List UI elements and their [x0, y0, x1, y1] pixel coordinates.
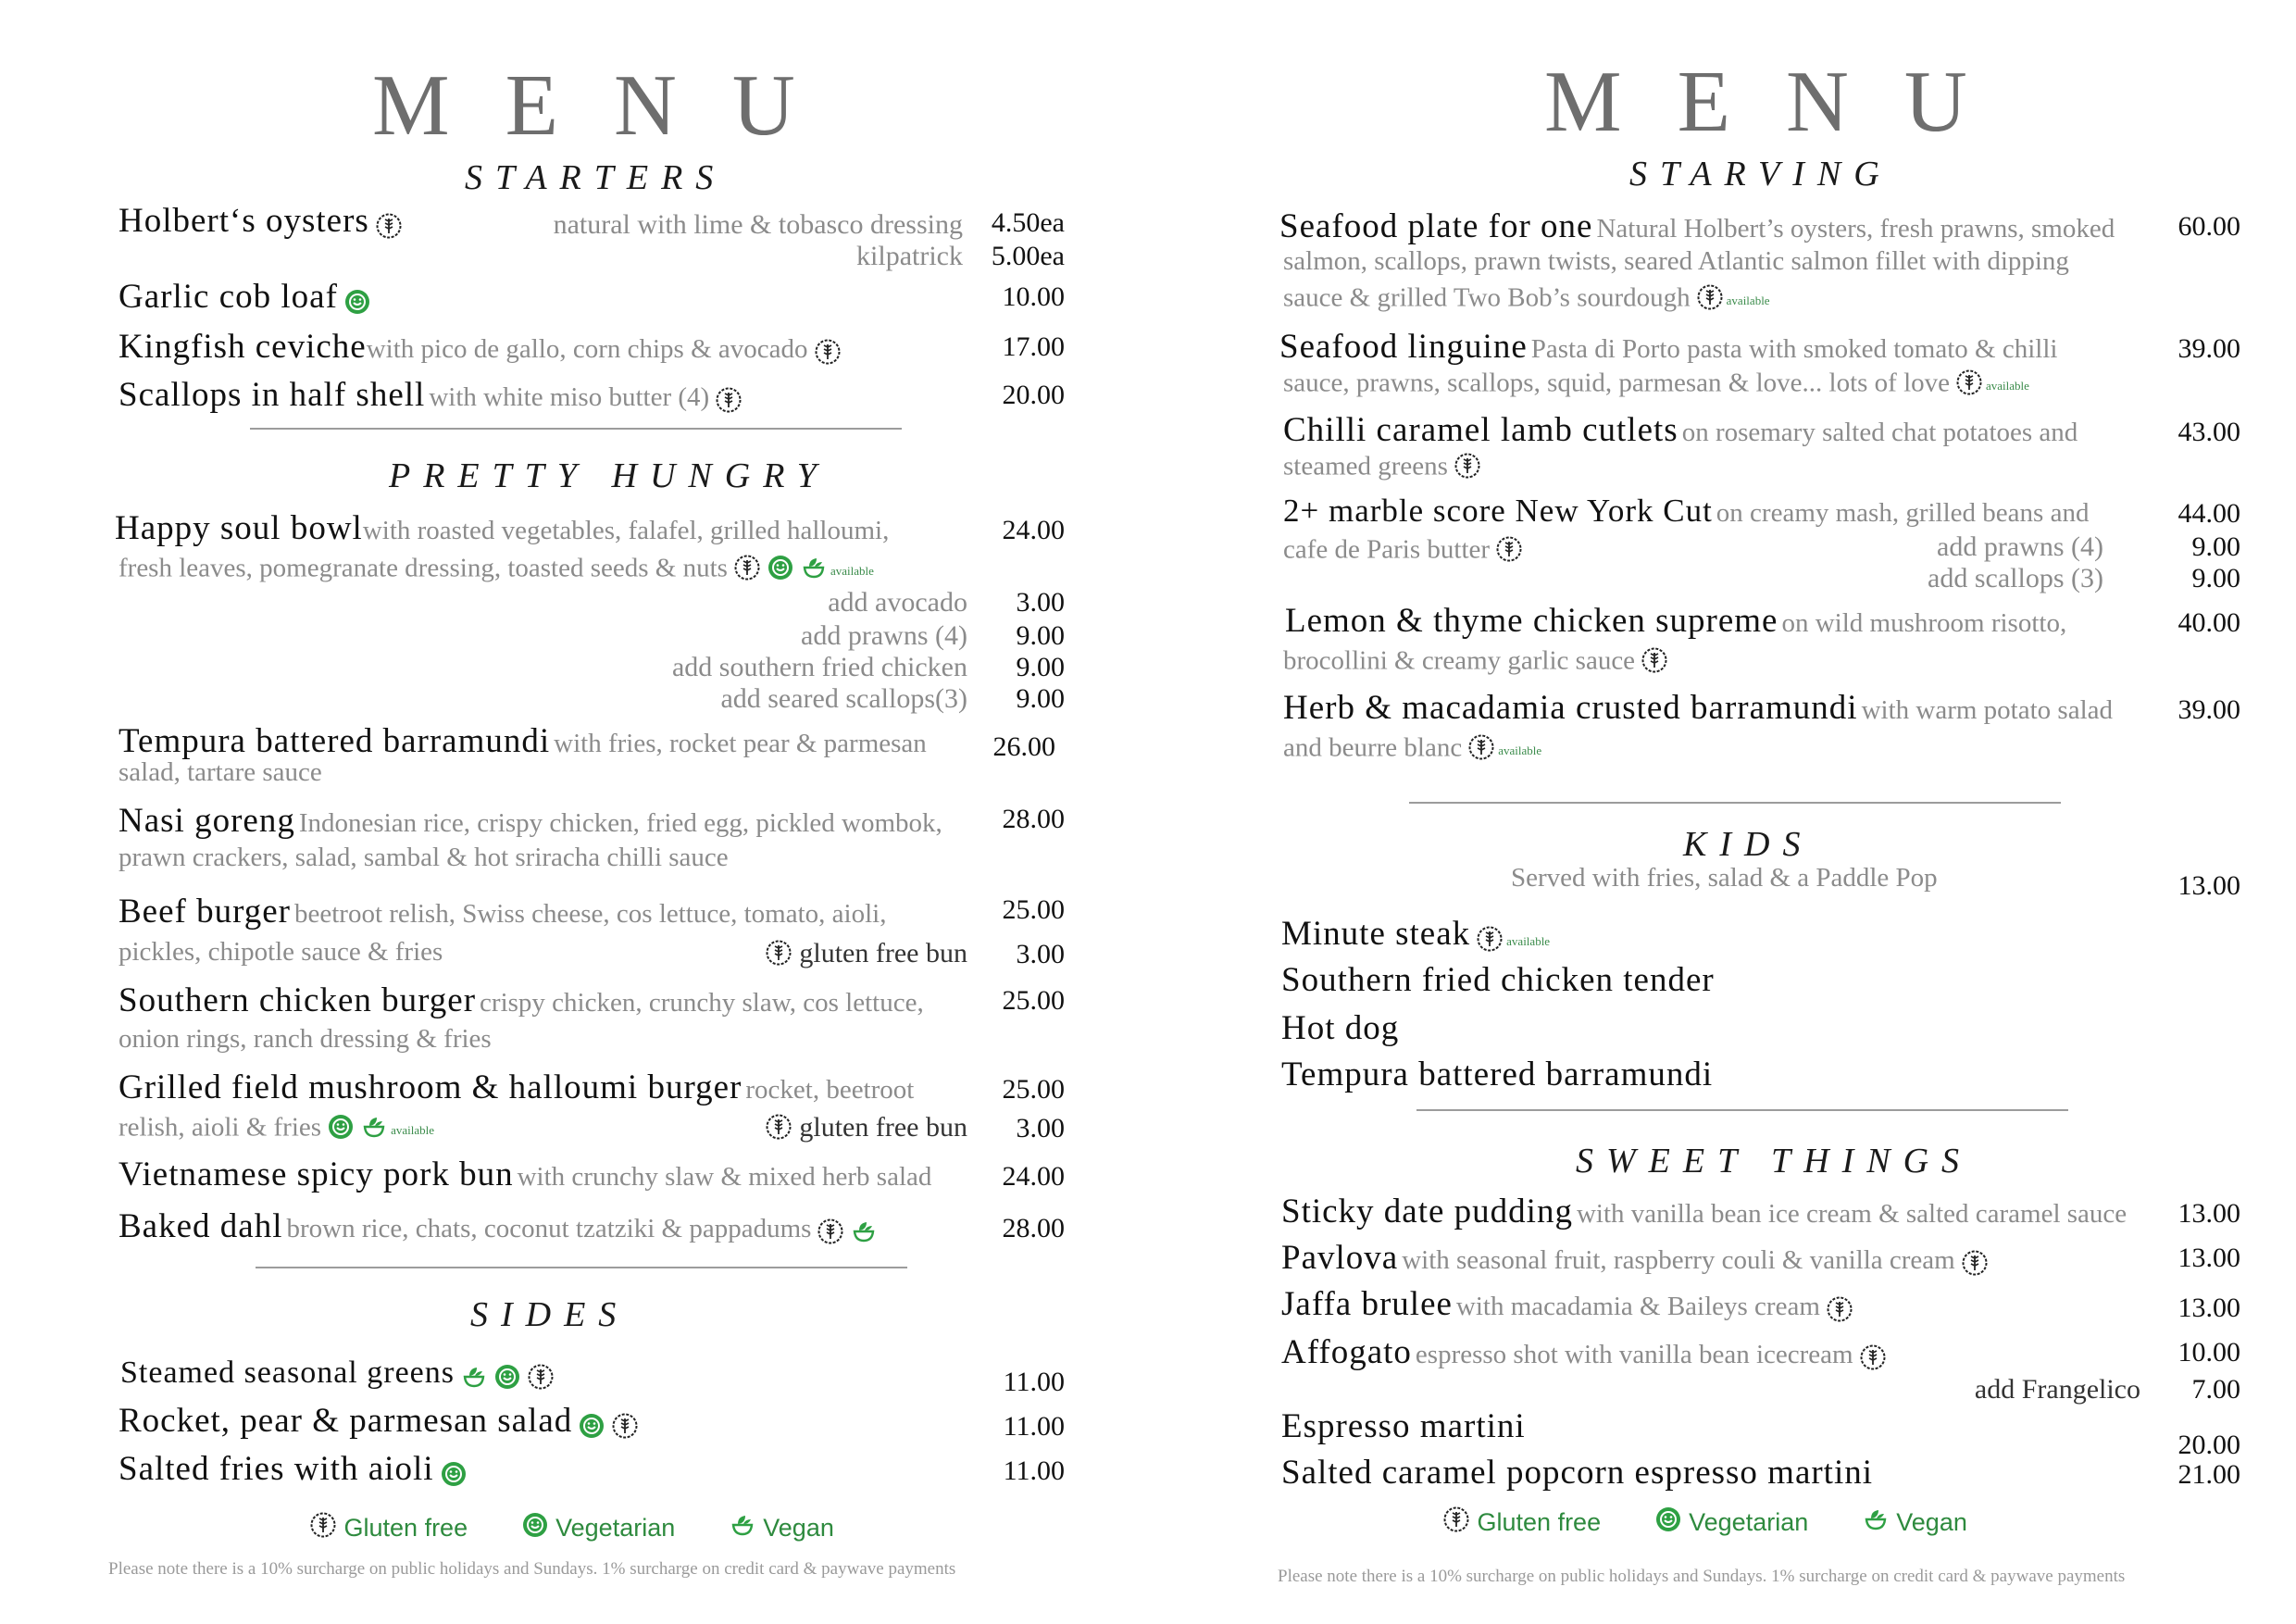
kids-subtitle: Served with fries, salad & a Paddle Pop	[1511, 863, 1938, 893]
addon-label: add prawns (4)	[801, 620, 967, 651]
item-price: 25.00	[1002, 985, 1065, 1016]
addon-label: add southern fried chicken	[671, 652, 967, 682]
item-description: with seasonal fruit, raspberry couli & vanilla cream	[1402, 1245, 1955, 1275]
item-description: pickles, chipotle sauce & fries	[119, 937, 443, 967]
addon-text: gluten free bun	[799, 937, 967, 968]
gluten-free-icon	[1495, 535, 1523, 568]
item-price: 10.00	[2177, 1337, 2240, 1368]
item-name: Tempura battered barramundi	[119, 722, 551, 760]
item-price: 28.00	[1002, 804, 1065, 834]
item-description: on creamy mash, grilled beans and	[1716, 498, 2090, 528]
gluten-free-icon	[1955, 369, 1983, 402]
item-name: Happy soul bowl	[115, 509, 363, 547]
item-description: with roasted vegetables, falafel, grilled halloumi,	[362, 516, 890, 545]
addon-price: 3.00	[1016, 939, 1065, 969]
item-description-line	[1283, 733, 1541, 767]
addon-price: 7.00	[2191, 1374, 2240, 1405]
item-description: with vanilla bean ice cream & salted caramel sauce	[1576, 1199, 2128, 1229]
item-description: brown rice, chats, coconut tzatziki & pappadums	[286, 1214, 812, 1243]
item-description-line	[119, 1113, 434, 1146]
menu-item	[1281, 1287, 1853, 1327]
legend-gluten-free: Gluten free	[1477, 1508, 1602, 1536]
item-description: Pasta di Porto pasta with smoked tomato & chilli	[1530, 334, 2058, 364]
item-description: with warm potato salad	[1861, 695, 2114, 725]
item-description: relish, aioli & fries	[119, 1112, 322, 1143]
item-name: Seafood plate for one	[1279, 207, 1593, 245]
menu-item	[1279, 330, 2057, 364]
item-name: Nasi goreng	[119, 802, 295, 840]
menu-item	[115, 511, 889, 545]
addon-price: 3.00	[1016, 587, 1065, 618]
item-description: fresh leaves, pomegranate dressing, toasted seeds & nuts	[119, 553, 728, 583]
addon-label: add scallops (3)	[1928, 563, 2103, 593]
item-description-line	[1283, 646, 1668, 680]
item-price: 60.00	[2177, 211, 2240, 242]
item-description-line	[1283, 452, 1481, 485]
gluten-free-icon	[1467, 733, 1495, 767]
menu-item	[1283, 494, 2089, 527]
menu-title: MENU	[372, 57, 851, 154]
available-tag: available	[1498, 743, 1542, 757]
menu-item	[119, 1070, 914, 1105]
gluten-free-icon	[733, 554, 761, 587]
vegan-icon	[800, 554, 828, 587]
item-name: Rocket, pear & parmesan salad	[119, 1402, 573, 1440]
menu-item	[1281, 1241, 1989, 1280]
item-name: Sticky date pudding	[1281, 1193, 1573, 1230]
item-description: brocollini & creamy garlic sauce	[1283, 645, 1636, 676]
item-name: Pavlova	[1281, 1239, 1399, 1277]
gluten-free-icon	[611, 1412, 639, 1443]
item-description-line	[1283, 283, 1770, 317]
item-description: with pico de gallo, corn chips & avocado	[366, 334, 808, 364]
item-description: with fries, rocket pear & parmesan	[554, 729, 927, 758]
menu-item	[119, 1209, 878, 1249]
menu-item	[119, 280, 371, 319]
vegan-icon	[460, 1363, 488, 1394]
section-divider	[250, 428, 902, 430]
vegetarian-icon	[493, 1363, 521, 1394]
addon-price: 9.00	[2191, 563, 2240, 593]
item-name: Tempura battered barramundi	[1281, 1056, 1714, 1093]
menu-item	[1281, 1194, 2127, 1229]
item-description: on rosemary salted chat potatoes and	[1681, 418, 2078, 447]
item-price: 13.00	[2177, 1243, 2240, 1273]
item-description: natural with lime & tobasco dressing	[553, 209, 963, 240]
item-name: Baked dahl	[119, 1207, 283, 1245]
item-description: steamed greens	[1283, 451, 1448, 481]
menu-item	[119, 804, 942, 838]
vegetarian-icon	[327, 1113, 355, 1146]
item-price: 11.00	[1003, 1411, 1065, 1442]
kids-price: 13.00	[2177, 870, 2240, 901]
menu-item	[119, 1452, 468, 1492]
item-price: 20.00	[1002, 380, 1065, 410]
available-tag: available	[1506, 933, 1551, 948]
gluten-free-icon	[817, 1218, 844, 1249]
gluten-free-icon	[1476, 925, 1504, 956]
item-price: 43.00	[2177, 417, 2240, 447]
available-tag: available	[830, 563, 874, 578]
item-price: 24.00	[1002, 515, 1065, 545]
menu-item	[120, 1357, 555, 1394]
item-name: Espresso martini	[1281, 1407, 1526, 1445]
menu-item	[1281, 917, 1550, 956]
item-description: with white miso butter (4)	[429, 382, 710, 412]
item-name: Holbert‘s oysters	[119, 202, 369, 240]
gluten-free-icon	[1826, 1295, 1853, 1327]
item-price: 28.00	[1002, 1213, 1065, 1243]
item-price: 11.00	[1003, 1455, 1065, 1486]
legend-vegan: Vegan	[1896, 1508, 1967, 1536]
item-price: 39.00	[2177, 694, 2240, 725]
item-description: crispy chicken, crunchy slaw, cos lettuce,	[480, 988, 924, 1018]
item-description: salmon, scallops, prawn twists, seared Atlantic salmon fillet with dipping	[1283, 246, 2069, 276]
item-name: Steamed seasonal greens	[120, 1355, 455, 1390]
item-description: and beurre blanc	[1283, 732, 1463, 763]
available-tag: available	[1726, 293, 1770, 307]
addon-label: kilpatrick	[856, 241, 963, 271]
item-name: Kingfish ceviche	[119, 328, 367, 366]
item-name: Vietnamese spicy pork bun	[119, 1156, 514, 1193]
item-price: 20.00	[2177, 1430, 2240, 1460]
item-name: Affogato	[1281, 1333, 1412, 1371]
item-price: 39.00	[2177, 333, 2240, 364]
vegan-icon	[1862, 1505, 1890, 1540]
item-name: Lemon & thyme chicken supreme	[1285, 602, 1778, 640]
item-name: Southern fried chicken tender	[1281, 961, 1715, 999]
surcharge-note: Please note there is a 10% surcharge on public holidays and Sundays. 1% surcharge on credit card & paywave payments	[108, 1559, 956, 1579]
vegan-icon	[850, 1218, 878, 1249]
gluten-free-icon	[309, 1511, 337, 1545]
item-description: sauce & grilled Two Bob’s sourdough	[1283, 282, 1691, 313]
gluten-free-icon	[1641, 646, 1668, 680]
item-name: Grilled field mushroom & halloumi burger	[119, 1068, 742, 1106]
addon-price: 5.00ea	[991, 241, 1065, 271]
addon-price: 9.00	[2191, 531, 2240, 562]
item-description: Indonesian rice, crispy chicken, fried egg, pickled wombok,	[298, 808, 942, 838]
addon-price: 3.00	[1016, 1113, 1065, 1143]
menu-item	[1285, 604, 2066, 638]
item-price: 24.00	[1002, 1161, 1065, 1192]
item-price: 10.00	[1002, 281, 1065, 312]
item-name: Salted caramel popcorn espresso martini	[1281, 1454, 1874, 1492]
legend-vegetarian: Vegetarian	[555, 1514, 676, 1542]
item-name: Seafood linguine	[1279, 328, 1528, 366]
item-price: 4.50ea	[991, 207, 1065, 238]
menu-item	[1283, 691, 2113, 725]
menu-item	[119, 204, 403, 244]
item-description: on wild mushroom risotto,	[1781, 608, 2067, 638]
item-description: with macadamia & Baileys cream	[1455, 1292, 1820, 1321]
gluten-free-icon	[1442, 1505, 1470, 1540]
menu-item	[119, 724, 927, 758]
item-price: 25.00	[1002, 1074, 1065, 1105]
item-description: cafe de Paris butter	[1283, 534, 1491, 565]
menu-item	[1281, 1057, 1713, 1092]
item-description: espresso shot with vanilla bean icecream	[1415, 1340, 1853, 1369]
item-price: 25.00	[1002, 894, 1065, 925]
gluten-free-icon	[715, 386, 742, 418]
menu-item	[119, 983, 924, 1018]
item-price: 13.00	[2177, 1293, 2240, 1323]
section-divider	[1416, 1109, 2068, 1111]
addon-price: 9.00	[1016, 683, 1065, 714]
section-heading-starters: STARTERS	[465, 158, 727, 197]
item-name: Garlic cob loaf	[119, 278, 338, 316]
dietary-legend	[304, 1511, 875, 1545]
gluten-free-icon	[1454, 452, 1481, 485]
vegetarian-icon	[1654, 1505, 1682, 1540]
item-name: Herb & macadamia crusted barramundi	[1283, 689, 1858, 727]
addon-label: add avocado	[828, 587, 967, 618]
item-description: prawn crackers, salad, sambal & hot sriracha chilli sauce	[119, 843, 729, 872]
item-description: onion rings, ranch dressing & fries	[119, 1024, 492, 1054]
menu-item	[1283, 413, 2078, 447]
right-menu-page	[1148, 0, 2296, 1624]
vegan-icon	[729, 1511, 756, 1545]
vegetarian-icon	[578, 1412, 605, 1443]
vegan-icon	[360, 1113, 388, 1146]
item-description: beetroot relish, Swiss cheese, cos lettuce, tomato, aioli,	[294, 899, 887, 929]
item-price: 44.00	[2177, 498, 2240, 529]
gluten-free-icon	[765, 939, 792, 972]
item-description-line	[1283, 369, 2029, 402]
item-price: 40.00	[2177, 607, 2240, 638]
gluten-free-icon	[1696, 283, 1724, 317]
gluten-free-icon	[1859, 1343, 1887, 1375]
gluten-free-icon	[375, 212, 403, 244]
item-name: Chilli caramel lamb cutlets	[1283, 411, 1678, 449]
addon-label: add prawns (4)	[1937, 531, 2103, 562]
item-name: Southern chicken burger	[119, 981, 477, 1019]
item-name: 2+ marble score New York Cut	[1283, 493, 1713, 529]
available-tag: available	[1986, 378, 2029, 393]
surcharge-note: Please note there is a 10% surcharge on public holidays and Sundays. 1% surcharge on credit card & paywave payments	[1278, 1567, 2126, 1586]
item-price: 17.00	[1002, 331, 1065, 362]
menu-item	[1281, 1335, 1887, 1375]
vegetarian-icon	[343, 288, 371, 319]
item-description: sauce, prawns, scallops, squid, parmesan & love... lots of love	[1283, 368, 1951, 398]
legend-vegan: Vegan	[763, 1514, 834, 1542]
item-description: rocket, beetroot	[745, 1075, 915, 1105]
item-description: with crunchy slaw & mixed herb salad	[517, 1162, 932, 1192]
section-heading-pretty-hungry: PRETTY HUNGRY	[389, 456, 830, 495]
menu-item	[119, 330, 842, 369]
menu-item	[1281, 1011, 1399, 1045]
item-name: Hot dog	[1281, 1009, 1400, 1047]
item-name: Minute steak	[1281, 915, 1471, 953]
addon-price: 9.00	[1016, 652, 1065, 682]
addon-price: 9.00	[1016, 620, 1065, 651]
menu-item	[1281, 1409, 1526, 1443]
item-description: salad, tartare sauce	[119, 757, 322, 787]
menu-item	[1281, 1455, 1873, 1490]
item-price: 13.00	[2177, 1198, 2240, 1229]
item-name: Scallops in half shell	[119, 376, 426, 414]
item-description: Natural Holbert’s oysters, fresh prawns, smoked	[1596, 214, 2115, 244]
section-heading-sides: SIDES	[470, 1295, 630, 1334]
gluten-free-icon	[814, 338, 842, 369]
addon-label: add seared scallops(3)	[720, 683, 967, 714]
addon-label: add Frangelico	[1974, 1374, 2140, 1405]
section-heading-sweet-things: SWEET THINGS	[1576, 1142, 1973, 1181]
section-heading-starving: STARVING	[1629, 155, 1892, 194]
item-description-line	[119, 554, 874, 587]
legend-vegetarian: Vegetarian	[1689, 1508, 1809, 1536]
vegetarian-icon	[440, 1460, 468, 1492]
menu-item	[1279, 209, 2115, 244]
section-divider	[256, 1267, 907, 1268]
dietary-legend	[1437, 1505, 2008, 1540]
item-description-line	[1283, 535, 1523, 568]
legend-gluten-free: Gluten free	[343, 1514, 468, 1542]
menu-item	[119, 378, 742, 418]
section-divider	[1409, 802, 2061, 804]
menu-item	[119, 894, 886, 929]
section-heading-kids: KIDS	[1683, 825, 1814, 864]
vegetarian-icon	[767, 554, 794, 587]
available-tag: available	[391, 1122, 434, 1137]
gluten-free-icon	[765, 1113, 792, 1146]
menu-title: MENU	[1544, 54, 2023, 150]
item-price: 21.00	[2177, 1459, 2240, 1490]
menu-item	[119, 1157, 931, 1192]
item-name: Salted fries with aioli	[119, 1450, 434, 1488]
gluten-free-icon	[1961, 1249, 1989, 1280]
item-price: 11.00	[1003, 1367, 1065, 1397]
vegetarian-icon	[521, 1511, 549, 1545]
menu-item	[1281, 963, 1715, 997]
item-name: Beef burger	[119, 893, 291, 931]
item-name: Jaffa brulee	[1281, 1285, 1453, 1323]
menu-item	[119, 1404, 639, 1443]
item-price: 26.00	[992, 731, 1055, 762]
addon-text: gluten free bun	[799, 1111, 967, 1143]
gluten-free-icon	[527, 1363, 555, 1394]
